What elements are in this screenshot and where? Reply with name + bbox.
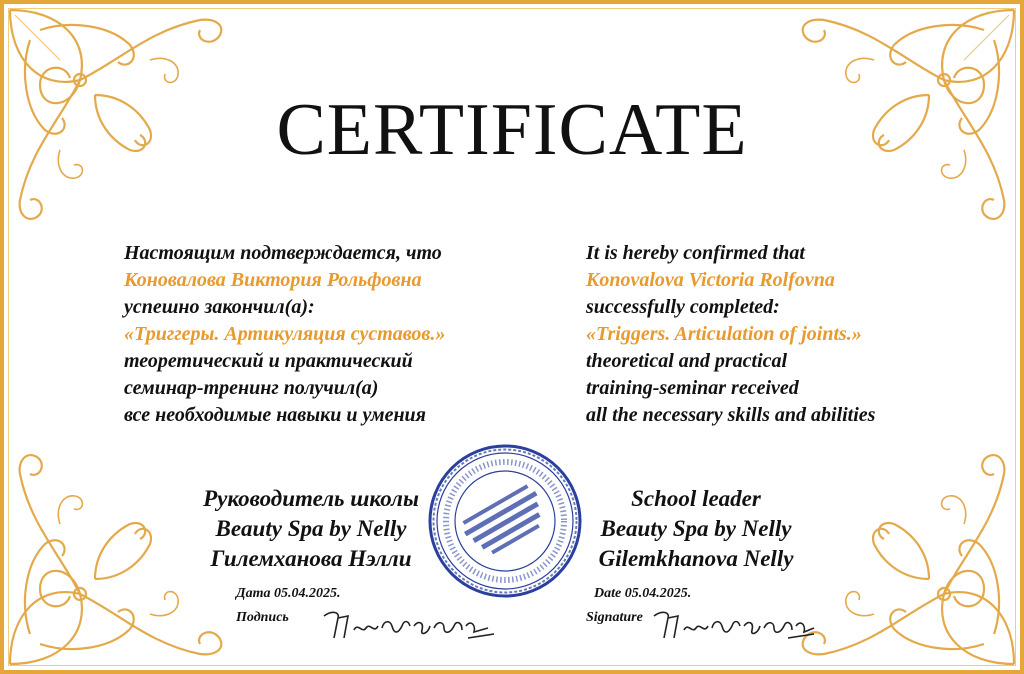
en-signature-label: Signature [586, 610, 643, 625]
corner-ornament-bottom-right [794, 454, 1024, 674]
official-stamp [426, 442, 584, 600]
ru-recipient-name: Коновалова Виктория Рольфовна [124, 269, 422, 291]
ru-leader-role: Руководитель школы [203, 486, 419, 511]
en-leader-role: School leader [631, 486, 761, 511]
ru-skills-line: все необходимые навыки и умения [124, 404, 426, 426]
ru-course-name: «Триггеры. Артикуляция суставов.» [124, 323, 446, 345]
en-school-leader-block [580, 484, 812, 574]
ru-handwritten-signature [318, 604, 498, 649]
certificate-title: CERTIFICATE [276, 89, 748, 171]
en-handwritten-signature [648, 604, 818, 649]
en-date: Date 05.04.2025. [594, 586, 692, 601]
russian-text-block [124, 240, 445, 429]
en-theory-line: theoretical and practical [586, 350, 788, 372]
ru-completed-line: успешно закончил(а): [124, 296, 315, 318]
ru-seminar-line: семинар-тренинг получил(а) [124, 377, 379, 399]
ru-leader-name: Гилемханова Нэлли [210, 546, 412, 571]
ru-date: Дата 05.04.2025. [236, 586, 341, 601]
en-confirm-line: It is hereby confirmed that [586, 242, 805, 264]
en-skills-line: all the necessary skills and abilities [586, 404, 876, 426]
ru-signature-label: Подпись [236, 610, 289, 625]
ru-school-leader-block [180, 484, 442, 574]
english-text-block [586, 240, 875, 429]
en-seminar-line: training-seminar received [586, 377, 799, 399]
ru-school-name: Beauty Spa by Nelly [215, 516, 407, 541]
en-course-name: «Triggers. Articulation of joints.» [586, 323, 862, 345]
ru-theory-line: теоретический и практический [124, 350, 413, 372]
en-school-name: Beauty Spa by Nelly [600, 516, 792, 541]
en-leader-name: Gilemkhanova Nelly [598, 546, 794, 571]
en-recipient-name: Konovalova Victoria Rolfovna [586, 269, 835, 291]
en-completed-line: successfully completed: [586, 296, 780, 318]
ru-confirm-line: Настоящим подтверждается, что [124, 242, 442, 264]
